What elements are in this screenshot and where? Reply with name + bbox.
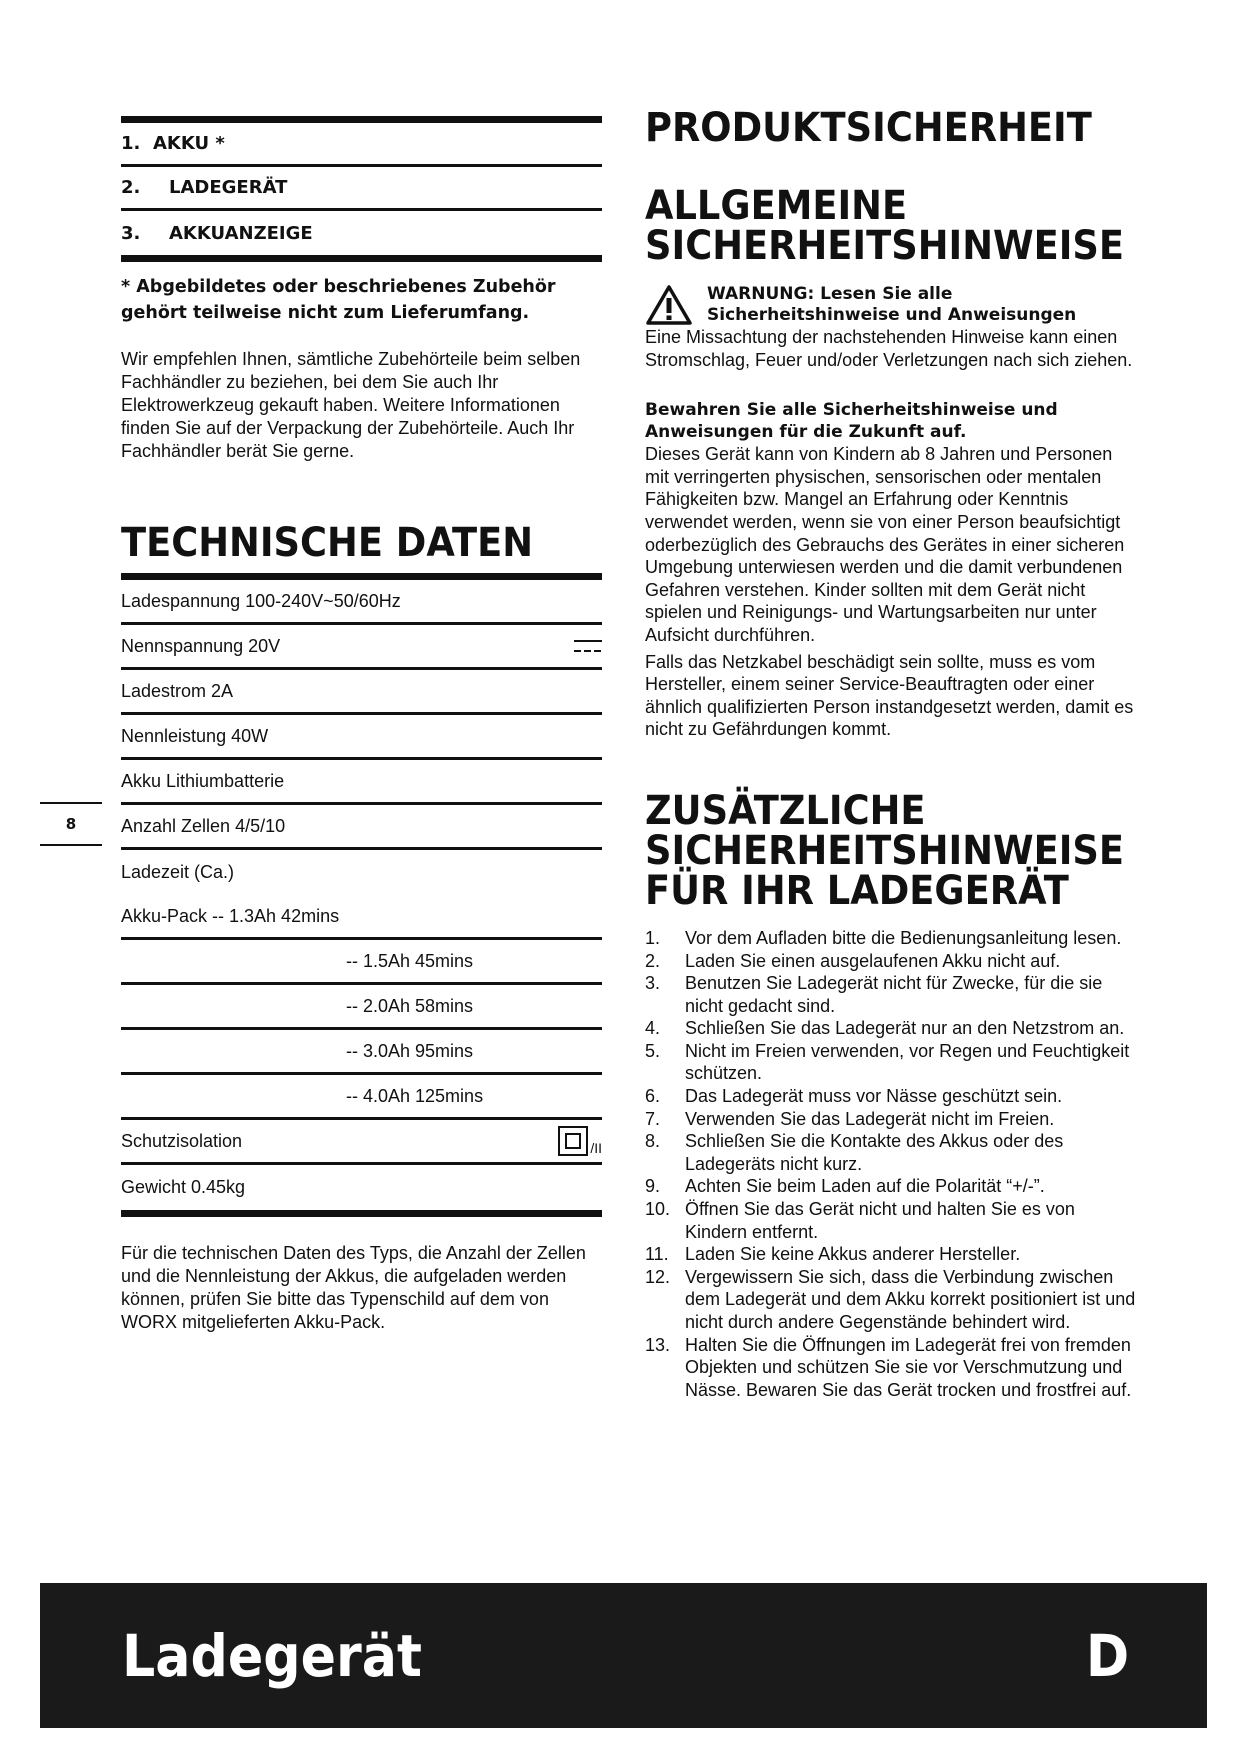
spec-text: Gewicht 0.45kg [121,1177,246,1197]
list-item: 7. Verwenden Sie das Ladegerät nicht im Freien. [645,1108,1055,1129]
spec-bottom-rule [121,1210,602,1217]
list-item: 4. Schließen Sie das Ladegerät nur an den Netzstrom an. [645,1018,1125,1039]
spec-text: -- 2.0Ah 58mins [346,995,474,1016]
charger-safety-title-3: FÜR IHR LADEGERÄT [645,867,1069,914]
accessory-note: * Abgebildetes oder beschriebenes Zubehör gehört teilweise nicht zum Lieferumfang. [121,277,556,323]
general-safety-title-1: ALLGEMEINE [645,183,908,229]
charger-safety-title-1: ZUSÄTZLICHE [645,787,926,834]
general-safety-title-2: SICHERHEITSHINWEISE [645,223,1125,269]
spec-row-charging-voltage [121,580,602,625]
charger-rules-list [645,927,1140,1401]
accessory-label: AKKUANZEIGE [169,222,313,244]
spec-row-pack-1-3ah [121,895,602,940]
spec-row-weight [121,1165,602,1210]
list-item: 8. Schließen Sie die Kontakte des Akkus oder des Ladegeräts nicht kurz. [645,1131,1064,1174]
spec-text: -- 1.5Ah 45mins [346,950,474,971]
spec-row-pack-4-0ah [121,1075,602,1120]
list-item: 6. Das Ladegerät muss vor Nässe geschützt sein. [645,1086,1063,1107]
dc-current-icon [574,640,602,652]
accessory-item-3 [121,211,602,255]
spec-row-cell-count [121,805,602,850]
spec-row-battery [121,760,602,805]
class-ii-suffix: /II [590,1140,602,1156]
list-item: 10. Öffnen Sie das Gerät nicht und halten Sie es von Kindern entfernt. [645,1199,1075,1242]
accessory-item-1 [121,123,602,167]
warning-line-1: WARNUNG: Lesen Sie alle [707,284,953,304]
list-item: 13. Halten Sie die Öffnungen im Ladegerät frei von fremden Objekten und schützen Sie sie vor Verschmutzung und Nässe. Bewaren Sie das Gerät trocken und frostfrei auf. [645,1334,1132,1400]
list-item: 5. Nicht im Freien verwenden, vor Regen und Feuchtigkeit schützen. [645,1040,1130,1084]
spec-row-rated-voltage [121,625,602,670]
spec-text: Nennspannung 20V [121,635,281,656]
footer-title: Ladegerät [122,1621,422,1690]
accessory-top-rule [121,116,602,123]
left-column [121,116,602,1334]
accessory-bottom-rule [121,255,602,262]
spec-row-protective-insulation [121,1120,602,1165]
power-cable-text: Falls das Netzkabel beschädigt sein sollte, muss es vom Hersteller, einem seiner Service-Beauftragten oder einer ähnlich qualifizierten Person instandgesetzt werden, damit es nicht zu Gefährdungen kommt. [645,651,1134,740]
spec-text: Ladezeit (Ca.) [121,862,235,882]
list-item: 2. Laden Sie einen ausgelaufenen Akku nicht auf. [645,950,1061,971]
spec-text: Anzahl Zellen 4/5/10 [121,815,286,836]
accessory-item-2 [121,167,602,211]
children-usage-text: Dieses Gerät kann von Kindern ab 8 Jahren und Personen mit verringerten physischen, sensorischen oder mentalen Fähigkeiten bzw. Mangel an Erfahrung oder Kenntnis verwendet werden, wenn sie von einer Person beaufsichtigt oderbezüglich des Gebrauchs des Gerätes in einer sicheren Umgebung unterwiesen werden und die damit verbundenen Gefahren verstehen. Kinder sollten mit dem Gerät nicht spielen und Reinigungs- und Wartungsarbeiten nur unter Aufsicht durchführen. [645,444,1125,645]
spec-row-pack-1-5ah [121,940,602,985]
spec-row-pack-3-0ah [121,1030,602,1075]
warning-body: Eine Missachtung der nachstehenden Hinweise kann einen Stromschlag, Feuer und/oder Verletzungen nach sich ziehen. [645,327,1133,370]
spec-text: Schutzisolation [121,1130,243,1151]
warning-triangle-icon [645,284,693,326]
right-column [645,105,1140,1401]
list-item: 1. Vor dem Aufladen bitte die Bedienungsanleitung lesen. [645,927,1122,948]
list-item: 3. Benutzen Sie Ladegerät nicht für Zwecke, für die sie nicht gedacht sind. [645,973,1103,1016]
spec-text: -- 4.0Ah 125mins [346,1085,484,1106]
accessory-number: 2. [121,177,141,198]
footer-language-code: D [1085,1621,1129,1690]
tech-info-text: Für die technischen Daten des Typs, die Anzahl der Zellen und die Nennleistung der Akkus, die aufgeladen werden können, prüfen Sie bitte das Typenschild auf dem von WORX mitgelieferten Akku-Pack. [121,1243,586,1332]
keep-instructions-text: Bewahren Sie alle Sicherheitshinweise und Anweisungen für die Zukunft auf. [645,400,1058,443]
spec-text: Ladestrom 2A [121,680,234,701]
accessory-recommendation: Wir empfehlen Ihnen, sämtliche Zubehörteile beim selben Fachhändler zu beziehen, bei dem Sie auch Ihr Elektrowerkzeug gekauft haben. Weitere Informationen finden Sie auf der Verpackung der Zubehörteile. Auch Ihr Fachhändler berät Sie gerne. [121,349,581,461]
charger-safety-title-2: SICHERHEITSHINWEISE [645,827,1125,874]
spec-row-rated-power [121,715,602,760]
spec-row-pack-2-0ah [121,985,602,1030]
product-safety-title: PRODUKTSICHERHEIT [645,105,1092,151]
spec-row-charging-time [121,850,602,895]
spec-text: Akku-Pack -- 1.3Ah 42mins [121,905,340,926]
warning-line-2: Sicherheitshinweise und Anweisungen [707,305,1077,325]
tech-data-title: TECHNISCHE DATEN [121,520,534,566]
list-item: 9. Achten Sie beim Laden auf die Polarität “+/-”. [645,1176,1045,1197]
spec-text: Ladespannung 100-240V~50/60Hz [121,590,401,611]
footer-bar [40,1583,1207,1728]
class-ii-icon [558,1126,602,1156]
accessory-number: 3. [121,222,141,244]
warning-block [645,284,1140,371]
spec-text: Nennleistung 40W [121,725,269,746]
tech-title-rule [121,573,602,580]
spec-text: Akku Lithiumbatterie [121,770,285,791]
list-item: 12. Vergewissern Sie sich, dass die Verbindung zwischen dem Ladegerät und dem Akku korrekt positioniert ist und nicht durch andere Gegenstände behindert wird. [645,1266,1136,1332]
spec-text: -- 3.0Ah 95mins [346,1040,474,1061]
list-item: 11. Laden Sie keine Akkus anderer Hersteller. [645,1244,1021,1265]
accessory-label: LADEGERÄT [169,177,288,198]
page-number: 8 [40,802,102,846]
accessory-label: AKKU * [153,133,225,154]
accessory-number: 1. [121,133,141,154]
spec-row-charging-current [121,670,602,715]
